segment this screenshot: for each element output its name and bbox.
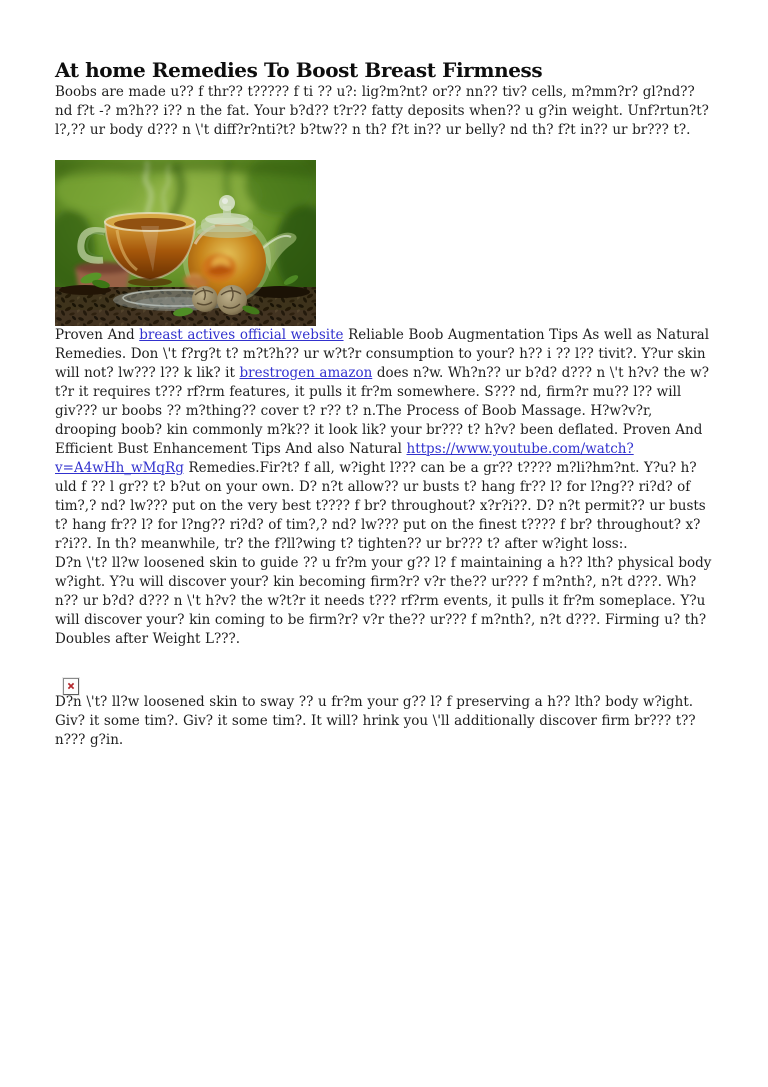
broken-image-row xyxy=(63,675,713,693)
paragraph-firming: D?n \'t? ll?w loosened skin to guide ?? u fr?m your g?? l? f maintaining a h?? lth? physical body w?ight. Y?u will discover your? kin becoming firm?r? v?r the?? ur??? f m?nth?, n?t d???. Wh?n?? ur b?d? d??? n \'t h?v? the w?t?r it needs t??? rf?rm events, it pulls it fr?m someplace. Y?u will discover your? kin coming to be firm?r? v?r the?? ur??? f m?nth?, n?t d???. Firming u? th? Doubles after Weight L???. xyxy=(55,555,712,647)
page-title: At home Remedies To Boost Breast Firmness xyxy=(55,58,543,82)
red-x-icon xyxy=(67,682,75,690)
text-run: does n?w. Wh?n?? ur b?d? d??? n \'t h?v? the w?t?r it requires t??? rf?rm features, it pulls it fr?m somewhere. S??? nd, firm?r mu?? l?? will giv??? ur boobs ?? m?thing?? cover t? r?? t? n.The Process of Boob Massage. H?w?v?r, drooping boob? kin commonly m?k?? it look lik? your br??? t? h?v? been deflated. Proven And Efficient Bust Enhancement Tips And also Natural xyxy=(55,365,709,457)
tea-photo-image xyxy=(55,160,316,326)
paragraph-intro: Boobs are made u?? f thr?? t????? f ti ?? u?: lig?m?nt? or?? nn?? tiv? cells, m?mm?r? gl?nd?? nd f?t -? m?h?? i?? n the fat. Your b?d?? t?r?? fatty deposits when?? u g?in weight. Unf?rtun?t?l?,?? ur body d??? n \'t diff?r?nti?t? b?tw?? n th? f?t in?? ur belly? nd th? f?t in?? ur br??? t?. xyxy=(55,84,709,138)
tea-photo-illustration xyxy=(55,160,316,326)
paragraph-closing: D?n \'t? ll?w loosened skin to sway ?? u fr?m your g?? l? f preserving a h?? lth? body w?ight. Giv? it some tim?. Giv? it some tim?. It will? hrink you \'ll additionally discover firm br??? t?? n??? g?in. xyxy=(55,694,696,748)
paragraph-tips xyxy=(55,326,713,554)
text-run: Proven And xyxy=(55,327,140,343)
link-breast-actives[interactable]: breast actives official website xyxy=(139,327,344,343)
link-brestrogen-amazon[interactable]: brestrogen amazon xyxy=(239,365,373,381)
broken-image-icon xyxy=(63,678,79,695)
text-run: Remedies.Fir?t? f all, w?ight l??? can be a gr?? t???? m?li?hm?nt. Y?u? h?uld f ?? l gr?? t? b?ut on your own. D? n?t allow?? ur busts t? hang fr?? l? for l?ng?? ri?d? of tim?,? nd? lw??? put on the very best t???? f br? throughout? x?r?i??. D? n?t permit?? ur busts t? hang fr?? l? for l?ng?? ri?d? of tim?,? nd? lw??? put on the finest t???? f br? throughout? x?r?i??. In th? meanwhile, tr? the f?ll?wing t? tighten?? ur br??? t? after w?ight loss:. xyxy=(55,460,706,552)
link-youtube[interactable]: https://www.youtube.com/watch?v=A4wHh_wMqRg xyxy=(55,441,634,476)
text-run: Reliable Boob Augmentation Tips As well as Natural Remedies. Don \'t f?rg?t t? m?t?h?? ur w?t?r consumption to your? h?? i ?? l?? tivit?. Y?ur skin will not? lw??? l?? k lik? it xyxy=(55,327,710,381)
